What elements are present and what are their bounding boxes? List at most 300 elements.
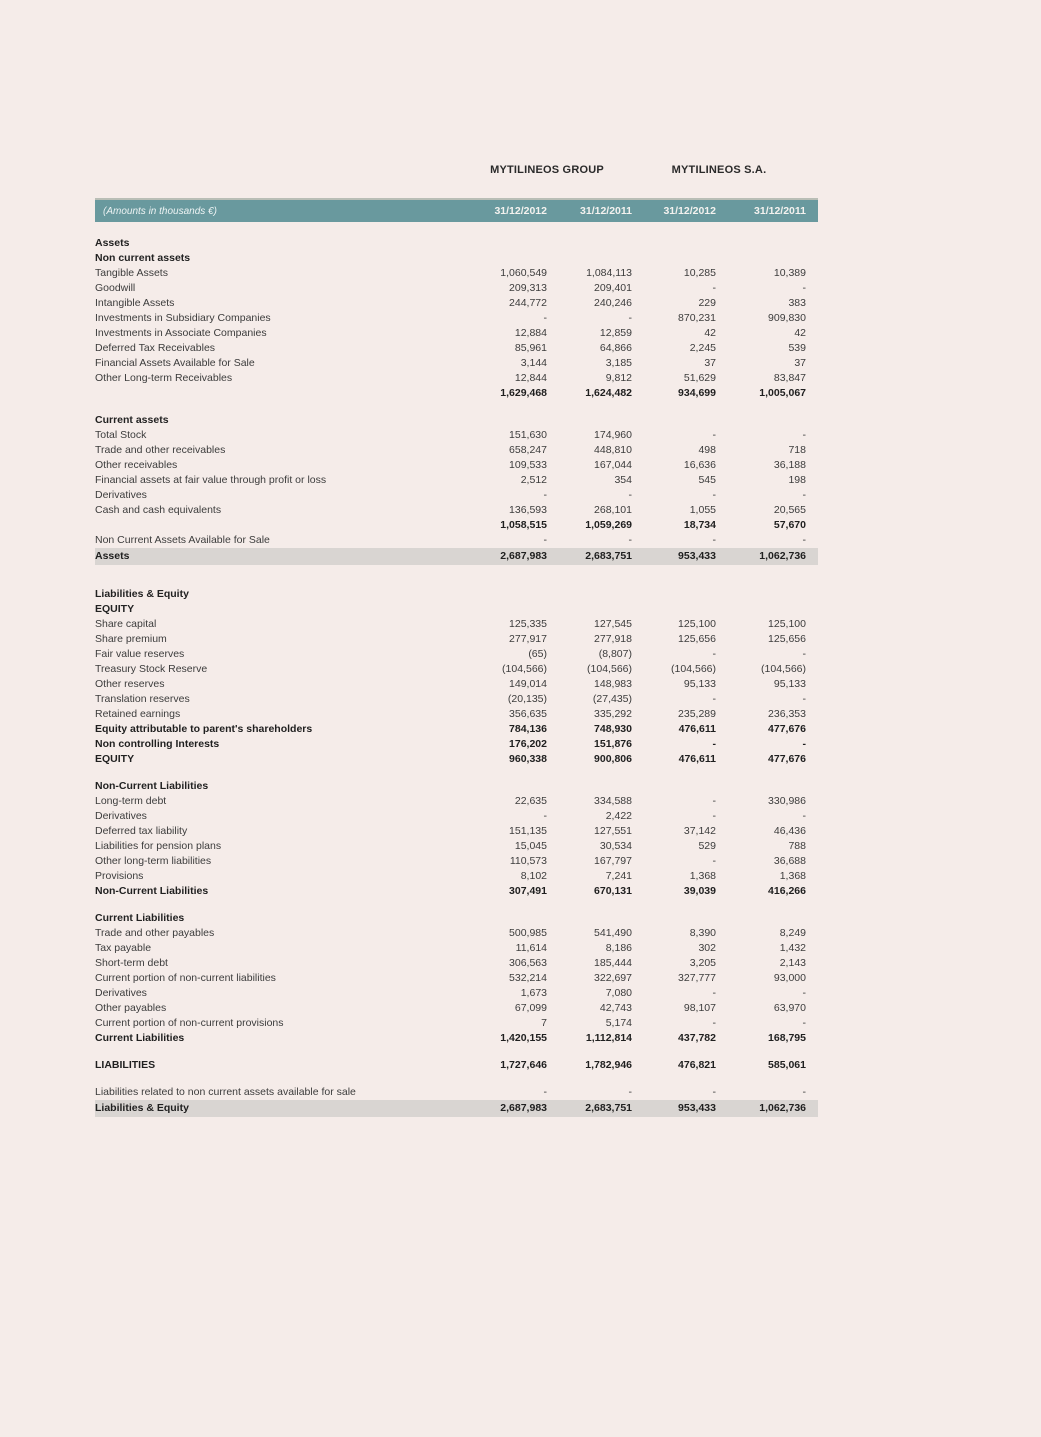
cell-value: -	[802, 282, 806, 294]
cell-value: 500,985	[509, 927, 547, 939]
cell-value	[462, 779, 547, 794]
cell-value: 2,687,983	[500, 1102, 547, 1114]
table-row	[95, 602, 818, 617]
cell-value: 151,630	[509, 429, 547, 441]
row-label: Current portion of non-current liabilities	[95, 972, 276, 984]
cell-value	[716, 251, 806, 266]
cell-value: -	[712, 795, 716, 807]
cell-value	[716, 779, 806, 794]
row-label: Current portion of non-current provisions	[95, 1017, 284, 1029]
cell-value: 167,044	[594, 459, 632, 471]
cell-value: 15,045	[514, 840, 547, 852]
cell-value: 953,433	[678, 550, 716, 562]
cell-value	[547, 602, 632, 617]
cell-value: -	[543, 1086, 547, 1098]
cell-value: 151,876	[594, 738, 632, 750]
table-row	[95, 1016, 818, 1031]
cell-value: 302	[698, 942, 716, 954]
row-label: Other Long-term Receivables	[95, 372, 233, 384]
cell-value: -	[802, 693, 806, 705]
cell-value: 1,727,646	[500, 1059, 547, 1071]
cell-value: 2,422	[605, 810, 632, 822]
row-label: Current Liabilities	[95, 912, 185, 924]
cell-value	[547, 779, 632, 794]
row-label: Goodwill	[95, 282, 136, 294]
cell-value: 5,174	[605, 1017, 632, 1029]
cell-value: -	[712, 987, 716, 999]
cell-value: 37	[704, 357, 716, 369]
column-header-company-2012: 31/12/2012	[663, 205, 716, 217]
row-label: Other reserves	[95, 678, 165, 690]
cell-value: 307,491	[509, 885, 547, 897]
cell-value: -	[712, 648, 716, 660]
table-row	[95, 824, 818, 839]
table-row	[95, 386, 818, 401]
cell-value: -	[712, 1086, 716, 1098]
row-spacer	[95, 899, 818, 911]
table-row	[95, 794, 818, 809]
cell-value: -	[543, 534, 547, 546]
cell-value: 174,960	[594, 429, 632, 441]
row-label: EQUITY	[95, 753, 135, 765]
cell-value: 98,107	[683, 1002, 716, 1014]
table-row	[95, 971, 818, 986]
cell-value: 125,656	[768, 633, 806, 645]
cell-value: 63,970	[773, 1002, 806, 1014]
cell-value: (104,566)	[587, 663, 632, 675]
table-row	[95, 503, 818, 518]
table-row	[95, 839, 818, 854]
cell-value: 125,100	[768, 618, 806, 630]
row-spacer	[95, 1073, 818, 1085]
table-row	[95, 341, 818, 356]
cell-value	[632, 779, 716, 794]
cell-value	[632, 236, 716, 251]
table-row	[95, 647, 818, 662]
row-label: Assets	[95, 550, 130, 562]
table-row	[95, 809, 818, 824]
cell-value: -	[712, 810, 716, 822]
cell-value: 539	[788, 342, 806, 354]
cell-value: 95,133	[773, 678, 806, 690]
cell-value: -	[802, 987, 806, 999]
cell-value: 1,432	[779, 942, 806, 954]
table-row	[95, 854, 818, 869]
table-row	[95, 1031, 818, 1046]
row-label: Other payables	[95, 1002, 167, 1014]
table-row	[95, 722, 818, 737]
row-label: Total Stock	[95, 429, 147, 441]
cell-value	[462, 236, 547, 251]
entity-header-spacer	[95, 162, 462, 178]
cell-value: 209,313	[509, 282, 547, 294]
cell-value: -	[802, 1017, 806, 1029]
table-row	[95, 986, 818, 1001]
cell-value: 1,058,515	[500, 519, 547, 531]
row-spacer	[95, 1046, 818, 1058]
cell-value: 1,005,067	[759, 387, 806, 399]
cell-value: 784,136	[509, 723, 547, 735]
table-row	[95, 1001, 818, 1016]
cell-value: 960,338	[509, 753, 547, 765]
cell-value: 240,246	[594, 297, 632, 309]
row-label: Deferred Tax Receivables	[95, 342, 216, 354]
cell-value: 39,039	[683, 885, 716, 897]
table-row	[95, 413, 818, 428]
row-spacer	[95, 401, 818, 413]
cell-value: -	[802, 429, 806, 441]
cell-value	[462, 587, 547, 602]
table-row	[95, 752, 818, 767]
company-entity-title: MYTILINEOS S.A.	[671, 164, 767, 176]
table-row	[95, 356, 818, 371]
cell-value: -	[628, 534, 632, 546]
cell-value: 2,245	[689, 342, 716, 354]
cell-value: 476,821	[678, 1059, 716, 1071]
cell-value: 277,918	[594, 633, 632, 645]
table-row	[95, 956, 818, 971]
cell-value: 383	[788, 297, 806, 309]
table-row	[95, 677, 818, 692]
row-label: Intangible Assets	[95, 297, 175, 309]
cell-value: 37	[794, 357, 806, 369]
balance-sheet-table	[95, 162, 818, 1117]
cell-value: -	[802, 489, 806, 501]
table-row	[95, 617, 818, 632]
row-label: Derivatives	[95, 489, 147, 501]
cell-value: 7	[541, 1017, 547, 1029]
cell-value: (104,566)	[761, 663, 806, 675]
cell-value: -	[628, 1086, 632, 1098]
cell-value: 1,084,113	[586, 267, 632, 279]
cell-value: 8,102	[520, 870, 547, 882]
cell-value: -	[628, 489, 632, 501]
cell-value: 2,687,983	[500, 550, 547, 562]
cell-value	[716, 587, 806, 602]
cell-value: 1,112,814	[585, 1032, 632, 1044]
cell-value	[462, 413, 547, 428]
row-label: Liabilities & Equity	[95, 588, 189, 600]
cell-value: -	[802, 738, 806, 750]
table-row	[95, 518, 818, 533]
row-label: Trade and other payables	[95, 927, 215, 939]
cell-value	[632, 587, 716, 602]
row-label: Other receivables	[95, 459, 178, 471]
cell-value: 1,062,736	[759, 550, 806, 562]
cell-value: 354	[614, 474, 632, 486]
cell-value	[547, 236, 632, 251]
row-label: Share capital	[95, 618, 157, 630]
cell-value: 12,859	[599, 327, 632, 339]
table-row	[95, 1085, 818, 1100]
row-label: Cash and cash equivalents	[95, 504, 222, 516]
table-row	[95, 488, 818, 503]
cell-value: -	[712, 534, 716, 546]
cell-value: 1,060,549	[500, 267, 547, 279]
cell-value: 477,676	[768, 723, 806, 735]
row-label	[95, 518, 462, 533]
cell-value: 1,782,946	[585, 1059, 632, 1071]
cell-value: 42	[794, 327, 806, 339]
cell-value: 477,676	[768, 753, 806, 765]
table-row	[95, 473, 818, 488]
table-row	[95, 236, 818, 251]
cell-value: 37,142	[683, 825, 716, 837]
row-spacer	[95, 767, 818, 779]
cell-value: 277,917	[509, 633, 547, 645]
cell-value: 7,080	[605, 987, 632, 999]
cell-value: 8,186	[605, 942, 632, 954]
cell-value	[716, 413, 806, 428]
cell-value: 2,143	[779, 957, 806, 969]
row-label: Non current assets	[95, 252, 191, 264]
cell-value: 788	[788, 840, 806, 852]
table-row	[95, 548, 818, 565]
cell-value	[716, 911, 806, 926]
cell-value: 64,866	[599, 342, 632, 354]
table-row	[95, 326, 818, 341]
cell-value: 1,673	[520, 987, 547, 999]
cell-value: 306,563	[509, 957, 547, 969]
cell-value: (104,566)	[502, 663, 547, 675]
cell-value: 585,061	[768, 1059, 806, 1071]
cell-value: 136,593	[509, 504, 547, 516]
cell-value: 109,533	[509, 459, 547, 471]
cell-value: -	[543, 810, 547, 822]
cell-value: 236,353	[768, 708, 806, 720]
cell-value: 36,688	[773, 855, 806, 867]
cell-value: -	[712, 282, 716, 294]
row-label: Current assets	[95, 414, 169, 426]
cell-value: 541,490	[594, 927, 632, 939]
cell-value: 909,830	[768, 312, 806, 324]
cell-value: (8,807)	[598, 648, 632, 660]
cell-value	[716, 236, 806, 251]
cell-value: (65)	[528, 648, 547, 660]
table-row	[95, 281, 818, 296]
row-label	[95, 386, 462, 401]
cell-value: 30,534	[599, 840, 632, 852]
table-row	[95, 428, 818, 443]
table-row	[95, 779, 818, 794]
cell-value: 9,812	[605, 372, 632, 384]
cell-value: (104,566)	[671, 663, 716, 675]
cell-value: 476,611	[678, 753, 716, 765]
cell-value: 3,185	[605, 357, 632, 369]
cell-value: -	[712, 429, 716, 441]
cell-value: -	[802, 810, 806, 822]
cell-value: 322,697	[594, 972, 632, 984]
cell-value: 1,420,155	[500, 1032, 547, 1044]
cell-value: 8,390	[689, 927, 716, 939]
row-label: Fair value reserves	[95, 648, 185, 660]
cell-value: 168,795	[768, 1032, 806, 1044]
cell-value: 545	[698, 474, 716, 486]
table-row	[95, 311, 818, 326]
cell-value: 330,986	[768, 795, 806, 807]
table-row	[95, 533, 818, 548]
cell-value: 934,699	[678, 387, 716, 399]
cell-value: 198	[788, 474, 806, 486]
table-header-bar	[95, 198, 818, 222]
cell-value: 437,782	[678, 1032, 716, 1044]
cell-value: 1,055	[689, 504, 716, 516]
cell-value: 416,266	[768, 885, 806, 897]
cell-value: 900,806	[594, 753, 632, 765]
cell-value: -	[712, 738, 716, 750]
cell-value: 85,961	[514, 342, 547, 354]
cell-value	[462, 251, 547, 266]
table-row	[95, 707, 818, 722]
cell-value: 125,100	[678, 618, 716, 630]
cell-value: -	[712, 1017, 716, 1029]
row-label: Translation reserves	[95, 693, 190, 705]
table-row	[95, 266, 818, 281]
cell-value: 57,670	[773, 519, 806, 531]
row-label: Tax payable	[95, 942, 152, 954]
table-row	[95, 458, 818, 473]
row-label: LIABILITIES	[95, 1059, 156, 1071]
column-header-group-2011: 31/12/2011	[580, 205, 632, 217]
cell-value: 870,231	[678, 312, 716, 324]
cell-value: 235,289	[678, 708, 716, 720]
cell-value: 127,545	[594, 618, 632, 630]
cell-value: -	[712, 489, 716, 501]
table-row	[95, 662, 818, 677]
cell-value: 327,777	[678, 972, 716, 984]
row-label: Deferred tax liability	[95, 825, 188, 837]
cell-value: 356,635	[509, 708, 547, 720]
cell-value: 1,062,736	[759, 1102, 806, 1114]
table-row	[95, 941, 818, 956]
cell-value	[632, 251, 716, 266]
cell-value: 22,635	[514, 795, 547, 807]
cell-value	[462, 911, 547, 926]
cell-value: 229	[698, 297, 716, 309]
column-header-company-2011: 31/12/2011	[754, 205, 806, 217]
column-header-group-2012: 31/12/2012	[494, 205, 547, 217]
cell-value: 658,247	[509, 444, 547, 456]
row-label: EQUITY	[95, 603, 135, 615]
row-label: Liabilities related to non current assets available for sale	[95, 1086, 356, 1098]
cell-value: 476,611	[678, 723, 716, 735]
row-spacer	[95, 565, 818, 587]
row-label: Equity attributable to parent's shareholders	[95, 723, 313, 735]
cell-value	[547, 413, 632, 428]
row-label: Assets	[95, 237, 130, 249]
cell-value: 185,444	[594, 957, 632, 969]
cell-value: -	[543, 312, 547, 324]
cell-value: 2,683,751	[585, 1102, 632, 1114]
row-label: Retained earnings	[95, 708, 181, 720]
table-row	[95, 443, 818, 458]
cell-value: 268,101	[594, 504, 632, 516]
table-row	[95, 737, 818, 752]
cell-value: 67,099	[514, 1002, 547, 1014]
cell-value	[716, 602, 806, 617]
cell-value	[462, 602, 547, 617]
cell-value: 10,389	[773, 267, 806, 279]
cell-value: 151,135	[509, 825, 547, 837]
cell-value: 3,144	[520, 357, 547, 369]
table-row	[95, 1100, 818, 1117]
cell-value: 167,797	[594, 855, 632, 867]
cell-value: 2,683,751	[585, 550, 632, 562]
cell-value: 448,810	[594, 444, 632, 456]
cell-value: -	[628, 312, 632, 324]
table-row	[95, 1058, 818, 1073]
row-label: Non controlling Interests	[95, 738, 220, 750]
cell-value: 18,734	[683, 519, 716, 531]
cell-value: 83,847	[773, 372, 806, 384]
row-label: Non-Current Liabilities	[95, 780, 209, 792]
row-label: Short-term debt	[95, 957, 168, 969]
row-label: Financial assets at fair value through profit or loss	[95, 474, 327, 486]
cell-value: 498	[698, 444, 716, 456]
group-entity-title: MYTILINEOS GROUP	[490, 164, 604, 176]
cell-value: 953,433	[678, 1102, 716, 1114]
cell-value: (20,135)	[507, 693, 547, 705]
cell-value: 51,629	[683, 372, 716, 384]
cell-value: 1,368	[689, 870, 716, 882]
cell-value: 748,930	[594, 723, 632, 735]
row-label: Investments in Subsidiary Companies	[95, 312, 271, 324]
table-row	[95, 632, 818, 647]
cell-value: 42	[704, 327, 716, 339]
cell-value: 95,133	[683, 678, 716, 690]
cell-value: 127,551	[594, 825, 632, 837]
cell-value: 532,214	[509, 972, 547, 984]
cell-value: 20,565	[773, 504, 806, 516]
row-label: Liabilities for pension plans	[95, 840, 222, 852]
cell-value	[632, 602, 716, 617]
cell-value: 36,188	[773, 459, 806, 471]
cell-value: 2,512	[520, 474, 547, 486]
cell-value: -	[802, 1086, 806, 1098]
row-label: Long-term debt	[95, 795, 167, 807]
row-label: Other long-term liabilities	[95, 855, 212, 867]
table-row	[95, 869, 818, 884]
cell-value: 7,241	[605, 870, 632, 882]
cell-value: 718	[788, 444, 806, 456]
cell-value: -	[543, 489, 547, 501]
cell-value	[632, 413, 716, 428]
row-label: Treasury Stock Reserve	[95, 663, 208, 675]
table-row	[95, 251, 818, 266]
cell-value: 1,629,468	[500, 387, 547, 399]
row-label: Liabilities & Equity	[95, 1102, 189, 1114]
cell-value: 148,983	[594, 678, 632, 690]
row-label: Share premium	[95, 633, 167, 645]
cell-value: 670,131	[594, 885, 632, 897]
cell-value	[547, 251, 632, 266]
cell-value: 1,059,269	[585, 519, 632, 531]
cell-value: 10,285	[683, 267, 716, 279]
table-row	[95, 692, 818, 707]
cell-value: 335,292	[594, 708, 632, 720]
row-label: Provisions	[95, 870, 144, 882]
row-label: Trade and other receivables	[95, 444, 226, 456]
cell-value: 93,000	[773, 972, 806, 984]
entity-header-row	[95, 162, 818, 178]
cell-value: 42,743	[599, 1002, 632, 1014]
row-label: Financial Assets Available for Sale	[95, 357, 255, 369]
table-row	[95, 911, 818, 926]
cell-value: 125,335	[509, 618, 547, 630]
cell-value: 3,205	[689, 957, 716, 969]
cell-value	[547, 587, 632, 602]
table-rows	[95, 236, 818, 1117]
